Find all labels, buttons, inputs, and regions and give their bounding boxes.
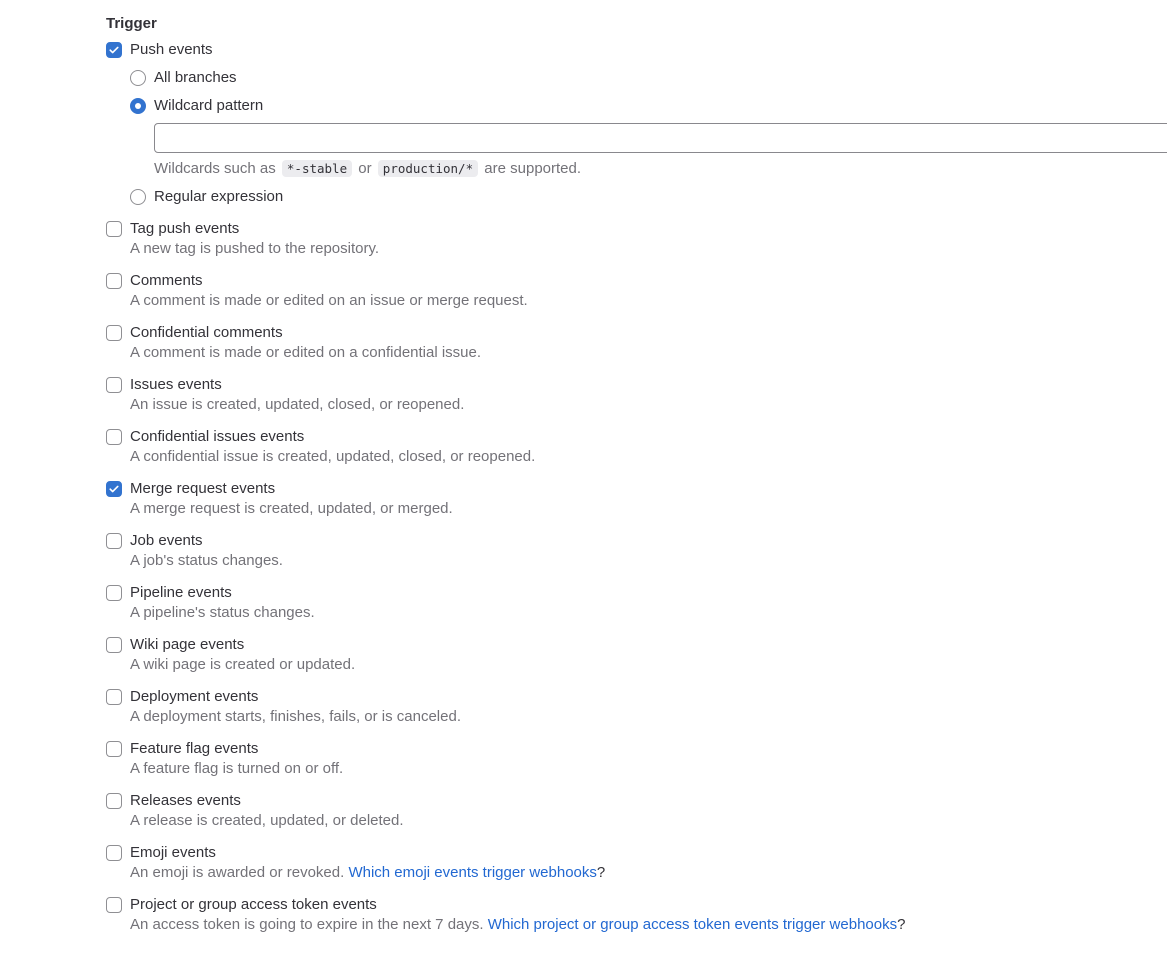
wiki-page-events-description — [130, 655, 355, 675]
event-item-pipeline-events — [106, 583, 1167, 623]
wildcard-example-production: production/* — [378, 160, 478, 177]
feature-flag-events-label: Feature flag events — [130, 740, 259, 757]
wildcard-pattern-input-block — [154, 123, 1167, 179]
event-item-wiki-page-events — [106, 635, 1167, 675]
description-text: A feature flag is turned on or off. — [130, 760, 344, 777]
releases-events-description — [130, 811, 404, 831]
event-item-job-events — [106, 531, 1167, 571]
push-branch-filter-group — [130, 68, 1167, 207]
description-text: A deployment starts, finishes, fails, or is canceled. — [130, 708, 461, 725]
feature-flag-events-checkbox[interactable] — [106, 741, 122, 757]
event-item-confidential-issues-events — [106, 427, 1167, 467]
access-token-events-label: Project or group access token events — [130, 896, 377, 913]
description-text: A comment is made or edited on a confidential issue. — [130, 344, 482, 361]
event-item-issues-events — [106, 375, 1167, 415]
helper-prefix: Wildcards such as — [154, 160, 276, 177]
all-branches-radio[interactable] — [130, 70, 146, 86]
releases-events-label: Releases events — [130, 792, 241, 809]
event-item-access-token-events — [106, 895, 1167, 935]
confidential-issues-events-description — [130, 447, 535, 467]
confidential-comments-description — [130, 343, 481, 363]
emoji-events-help-link[interactable]: Which emoji events trigger webhooks — [348, 864, 597, 881]
emoji-events-description — [130, 863, 605, 883]
confidential-issues-events-label: Confidential issues events — [130, 428, 305, 445]
tag-push-events-description — [130, 239, 379, 259]
issues-events-label: Issues events — [130, 376, 222, 393]
wildcard-pattern-input[interactable] — [154, 123, 1167, 153]
job-events-label: Job events — [130, 532, 203, 549]
comments-checkbox[interactable] — [106, 273, 122, 289]
event-item-merge-request-events — [106, 479, 1167, 519]
regular-expression-option — [130, 187, 1167, 207]
description-text: A wiki page is created or updated. — [130, 656, 356, 673]
link-suffix: ? — [897, 916, 906, 933]
description-text: A pipeline's status changes. — [130, 604, 315, 621]
regular-expression-label: Regular expression — [154, 188, 284, 205]
confidential-issues-events-checkbox[interactable] — [106, 429, 122, 445]
pipeline-events-label: Pipeline events — [130, 584, 232, 601]
pipeline-events-description — [130, 603, 315, 623]
event-item-emoji-events — [106, 843, 1167, 883]
description-text: An emoji is awarded or revoked. — [130, 864, 349, 881]
comments-label: Comments — [130, 272, 203, 289]
job-events-checkbox[interactable] — [106, 533, 122, 549]
wildcard-pattern-radio[interactable] — [130, 98, 146, 114]
feature-flag-events-description — [130, 759, 343, 779]
event-item-push-events — [106, 40, 1167, 60]
description-text: A merge request is created, updated, or merged. — [130, 500, 453, 517]
helper-middle: or — [358, 160, 372, 177]
wildcard-pattern-option — [130, 96, 1167, 116]
event-item-releases-events — [106, 791, 1167, 831]
event-item-deployment-events — [106, 687, 1167, 727]
check-icon — [108, 483, 120, 495]
wildcard-helper-text — [154, 159, 1167, 179]
merge-request-events-description — [130, 499, 453, 519]
deployment-events-description — [130, 707, 461, 727]
all-branches-label: All branches — [154, 69, 237, 86]
event-item-tag-push-events — [106, 219, 1167, 259]
trigger-heading: Trigger — [106, 15, 157, 32]
wildcard-example-stable: *-stable — [282, 160, 352, 177]
event-item-confidential-comments — [106, 323, 1167, 363]
merge-request-events-checkbox[interactable] — [106, 481, 122, 497]
description-text: A comment is made or edited on an issue or merge request. — [130, 292, 528, 309]
description-text: A release is created, updated, or deleted. — [130, 812, 404, 829]
access-token-events-checkbox[interactable] — [106, 897, 122, 913]
helper-suffix: are supported. — [484, 160, 582, 177]
confidential-comments-label: Confidential comments — [130, 324, 283, 341]
confidential-comments-checkbox[interactable] — [106, 325, 122, 341]
push-events-label: Push events — [130, 41, 213, 58]
pipeline-events-checkbox[interactable] — [106, 585, 122, 601]
comments-description — [130, 291, 528, 311]
description-text: An access token is going to expire in the next 7 days. — [130, 916, 488, 933]
wiki-page-events-label: Wiki page events — [130, 636, 245, 653]
access-token-events-description — [130, 915, 905, 935]
tag-push-events-checkbox[interactable] — [106, 221, 122, 237]
deployment-events-label: Deployment events — [130, 688, 259, 705]
wiki-page-events-checkbox[interactable] — [106, 637, 122, 653]
description-text: A confidential issue is created, updated, closed, or reopened. — [130, 448, 536, 465]
emoji-events-label: Emoji events — [130, 844, 216, 861]
tag-push-events-label: Tag push events — [130, 220, 240, 237]
job-events-description — [130, 551, 283, 571]
access-token-events-help-link[interactable]: Which project or group access token events trigger webhooks — [487, 916, 898, 933]
description-text: A job's status changes. — [130, 552, 283, 569]
push-events-checkbox[interactable] — [106, 42, 122, 58]
link-suffix: ? — [596, 864, 606, 881]
issues-events-description — [130, 395, 464, 415]
event-item-feature-flag-events — [106, 739, 1167, 779]
emoji-events-checkbox[interactable] — [106, 845, 122, 861]
releases-events-checkbox[interactable] — [106, 793, 122, 809]
issues-events-checkbox[interactable] — [106, 377, 122, 393]
regular-expression-radio[interactable] — [130, 189, 146, 205]
wildcard-pattern-label: Wildcard pattern — [154, 97, 264, 114]
description-text: An issue is created, updated, closed, or reopened. — [130, 396, 465, 413]
event-list — [106, 219, 1167, 935]
description-text: A new tag is pushed to the repository. — [130, 240, 380, 257]
check-icon — [108, 44, 120, 56]
deployment-events-checkbox[interactable] — [106, 689, 122, 705]
merge-request-events-label: Merge request events — [130, 480, 276, 497]
event-item-comments — [106, 271, 1167, 311]
all-branches-option — [130, 68, 1167, 88]
